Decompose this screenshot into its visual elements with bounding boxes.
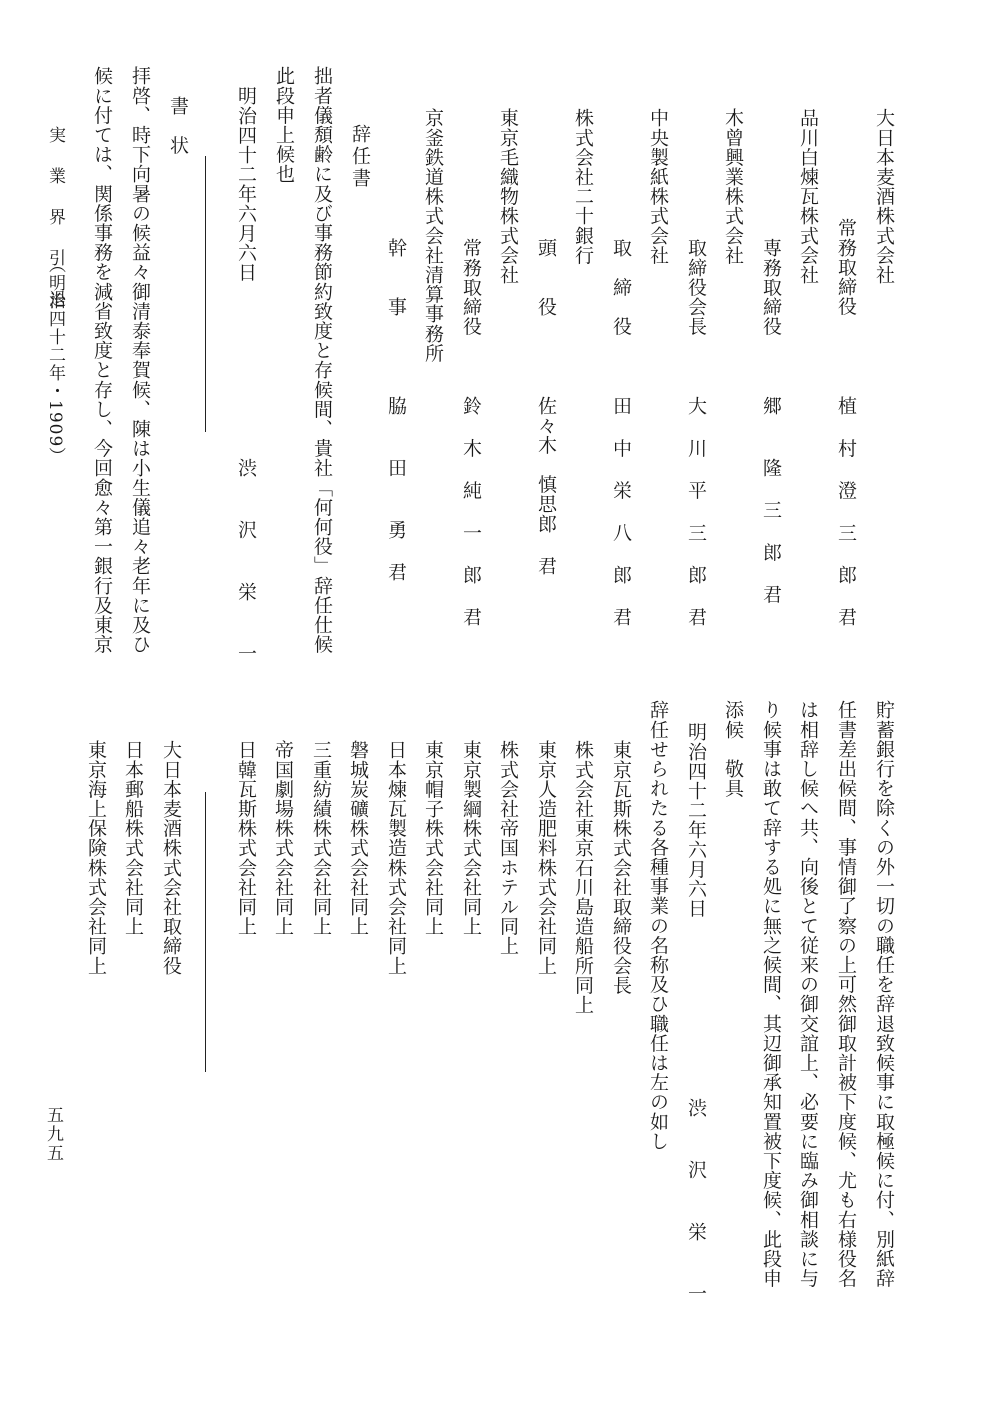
section-divider [205,156,206,432]
letter-date: 明治四十二年六月六日 [685,722,707,918]
position-item: 東京製綱株式会社同上 [460,740,482,936]
recipient-position: 幹 事 [385,238,407,317]
recipient-company: 品川白煉瓦株式会社 [797,108,819,285]
recipient-name: 鈴 木 純 一 郎 君 [460,396,482,627]
position-item: 帝国劇場株式会社同上 [272,740,294,936]
running-title: 実 業 界 引 退 [45,126,65,309]
recipient-position: 取締役会長 [685,238,707,336]
position-item: 東京人造肥料株式会社同上 [535,740,557,976]
recipient-company: 東京毛織物株式会社 [497,108,519,285]
letter-line: 任書差出候間、事情御了察の上可然御取計被下度候、尤も右様役名 [835,700,857,1288]
recipient-name: 大 川 平 三 郎 君 [685,396,707,627]
position-item: 日韓瓦斯株式会社同上 [235,740,257,936]
resignation-date: 明治四十二年六月六日 [235,86,257,282]
position-item: 磐城炭礦株式会社同上 [347,740,369,936]
recipient-company: 木曾興業株式会社 [722,108,744,265]
recipient-position: 頭 役 [535,238,557,317]
position-item: 三重紡績株式会社同上 [310,740,332,936]
recipient-name: 郷 隆 三 郎 君 [760,396,782,604]
position-item: 東京海上保険株式会社同上 [85,740,107,976]
running-date: （明治四十二年・1909） [45,256,65,466]
resignation-body: 拙者儀頽齢に及び事務節約致度と存候間、貴社「何何役」辞任仕候 [311,66,333,654]
letter-line: は相辞し候へ共、向後とて従来の御交誼上、必要に臨み御相談に与 [797,700,819,1288]
recipient-position: 常務取締役 [835,218,857,316]
page-number: 五九五 [43,1106,63,1163]
recipient-name: 田 中 栄 八 郎 君 [610,396,632,627]
recipient-name: 脇 田 勇 君 [385,396,407,582]
letter-line: 貯蓄銀行を除くの外一切の職任を辞退致候事に取極候に付、別紙辞 [873,700,895,1288]
letter-line: り候事は敢て辞する処に無之候間、其辺御承知置被下度候、此段申 [760,700,782,1288]
letter-line: 拝啓、時下向暑の候益々御清泰奉賀候、陳は小生儀追々老年に及ひ [129,66,151,654]
position-item: 東京瓦斯株式会社取締役会長 [610,740,632,995]
recipient-company: 株式会社二十銀行 [572,108,594,265]
letter-line: 候に付ては、関係事務を減省致度と存し、今回愈々第一銀行及東京 [91,66,113,654]
list-intro: 辞任せられたる各種事業の名称及ひ職任は左の如し [647,700,669,1151]
resignation-signature: 渋 沢 栄 一 [235,458,257,663]
recipient-name: 植 村 澄 三 郎 君 [835,396,857,627]
recipient-name: 佐々木 慎思郎 君 [535,396,557,576]
letter-signature: 渋 沢 栄 一 [685,1098,707,1303]
resignation-title: 辞任書 [349,124,371,190]
recipient-position: 取 締 役 [610,238,632,336]
resignation-body: 此段申上候也 [273,66,295,184]
position-item: 大日本麦酒株式会社取締役 [160,740,182,976]
position-item: 株式会社帝国ホテル同上 [497,740,519,956]
recipient-company: 中央製紙株式会社 [647,108,669,265]
recipient-position: 常務取締役 [460,238,482,336]
recipient-company: 京釜鉄道株式会社清算事務所 [422,108,444,363]
section-divider [205,792,206,1072]
recipient-company: 大日本麦酒株式会社 [873,108,895,285]
letter-line: 添候 敬具 [722,700,744,798]
position-item: 日本郵船株式会社同上 [122,740,144,936]
position-item: 株式会社東京石川島造船所同上 [572,740,594,1015]
recipient-position: 専務取締役 [760,238,782,336]
position-item: 日本煉瓦製造株式会社同上 [385,740,407,976]
position-item: 東京帽子株式会社同上 [422,740,444,936]
letter-title: 書 状 [167,96,189,155]
